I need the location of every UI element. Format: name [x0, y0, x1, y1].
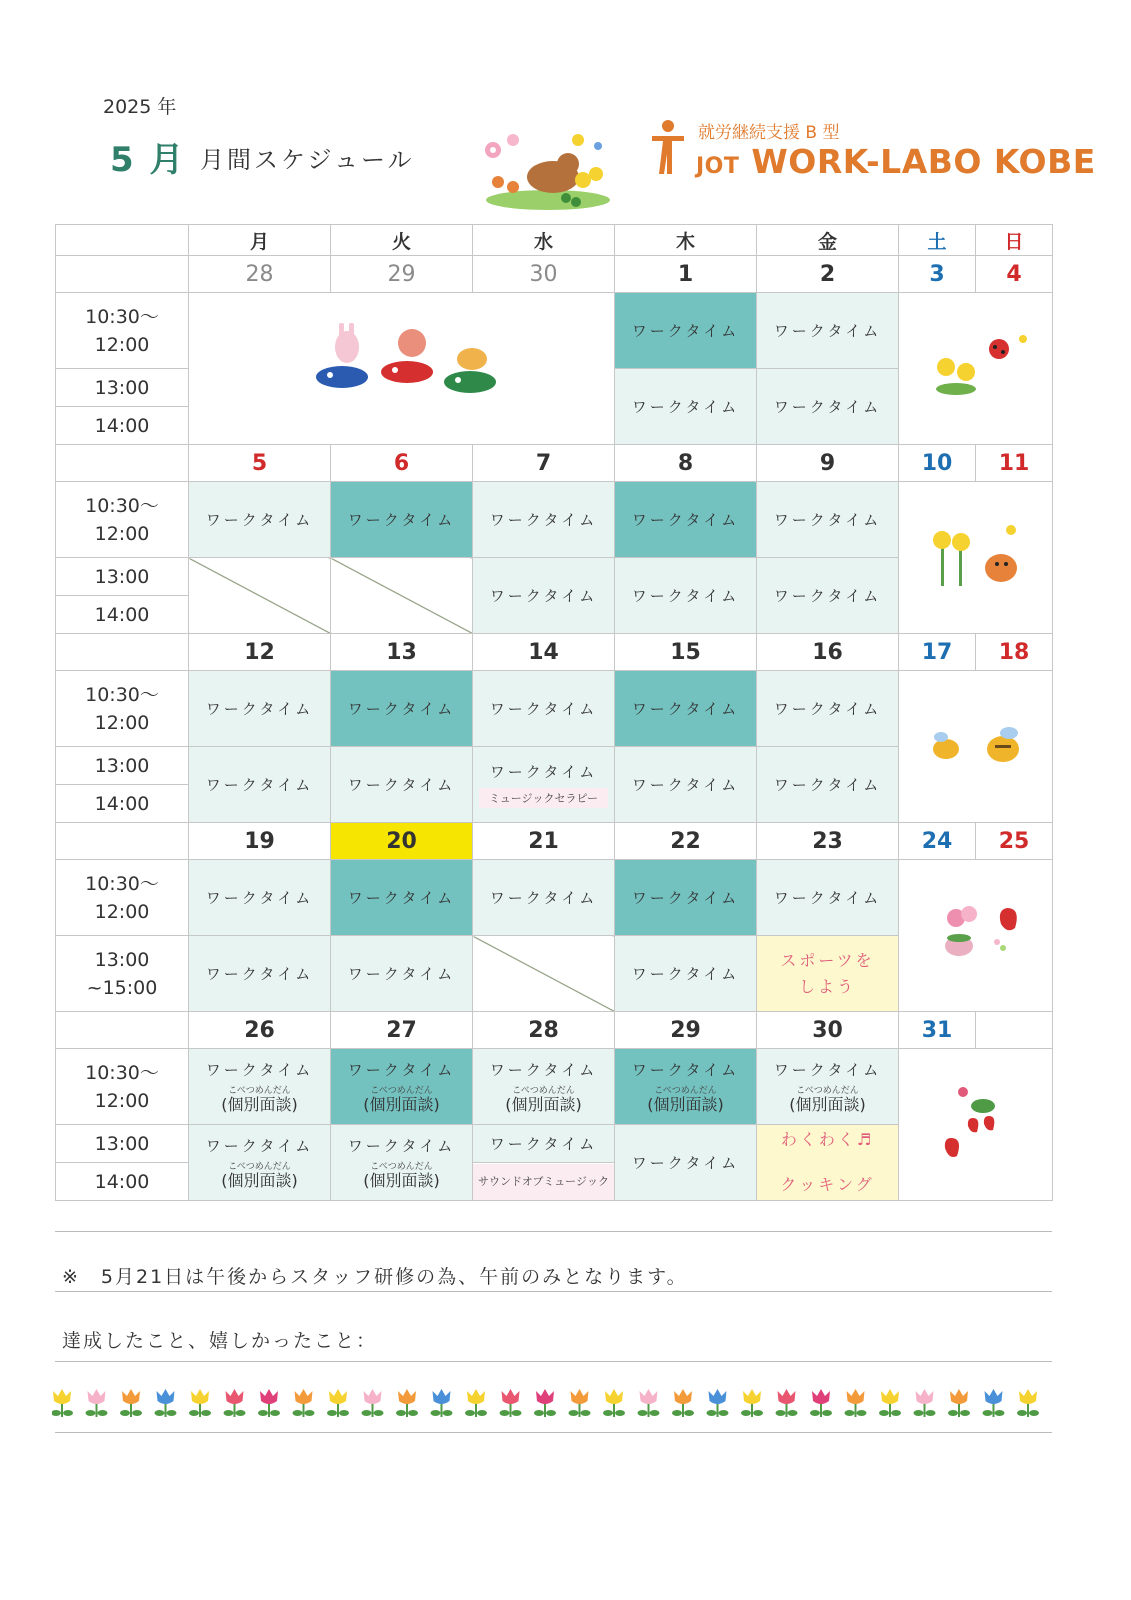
work-slot: ワークタイム	[757, 671, 899, 747]
date-cell: 5	[189, 445, 331, 482]
date-cell: 19	[189, 823, 331, 860]
weekend-illustration-cell	[899, 1049, 1053, 1201]
date-cell: 21	[473, 823, 615, 860]
tulip-icon	[224, 1389, 246, 1417]
weekday-mon: 月	[189, 225, 331, 256]
weekend-illustration-cell	[899, 671, 1053, 823]
date-cell: 15	[615, 634, 757, 671]
date-cell: 26	[189, 1012, 331, 1049]
time-label: 10:30～ 12:00	[56, 860, 189, 936]
time-label: 14:00	[56, 596, 189, 634]
work-slot: ワークタイム	[473, 482, 615, 558]
weekend-illustration-cell	[899, 482, 1053, 634]
tulip-border	[52, 1385, 1052, 1421]
tulip-icon	[155, 1389, 177, 1417]
date-cell: 8	[615, 445, 757, 482]
time-label: 13:00 ~15:00	[56, 936, 189, 1012]
work-interview-slot: ワークタイム こべつめんだん (個別面談)	[615, 1049, 757, 1125]
work-slot: ワークタイム	[331, 860, 473, 936]
date-cell: 6	[331, 445, 473, 482]
time-label: 10:30～ 12:00	[56, 293, 189, 369]
date-cell: 14	[473, 634, 615, 671]
date-cell: 30	[473, 256, 615, 293]
work-slot: ワークタイム	[189, 860, 331, 936]
tulip-icon	[810, 1389, 832, 1417]
bees-illustration	[911, 715, 1041, 775]
date-cell: 29	[615, 1012, 757, 1049]
tulip-icon	[500, 1389, 522, 1417]
rapeseed-illustration	[911, 516, 1041, 596]
no-session-cell	[331, 558, 473, 634]
work-slot-with-event: ワークタイム ミュージックセラピー	[473, 747, 615, 823]
time-label: 14:00	[56, 1163, 189, 1201]
work-slot: ワークタイム	[615, 293, 757, 369]
divider	[55, 1231, 1052, 1232]
weekend-illustration-cell	[899, 860, 1053, 1012]
tulip-icon	[534, 1389, 556, 1417]
corner-cell	[56, 225, 189, 256]
date-cell: 28	[189, 256, 331, 293]
tulip-icon	[1017, 1389, 1039, 1417]
year-label: 2025 年	[103, 96, 177, 118]
date-cell: 18	[976, 634, 1053, 671]
date-cell: 25	[976, 823, 1053, 860]
tulip-icon	[569, 1389, 591, 1417]
weekday-thu: 木	[615, 225, 757, 256]
dandelion-ladybug-illustration	[911, 327, 1041, 407]
work-slot: ワークタイム	[615, 558, 757, 634]
divider	[55, 1291, 1052, 1292]
tulip-icon	[362, 1389, 384, 1417]
weekday-fri: 金	[757, 225, 899, 256]
tulip-icon	[603, 1389, 625, 1417]
work-slot: ワークタイム	[615, 671, 757, 747]
strawberry-plant-illustration	[911, 1078, 1041, 1168]
work-slot: ワークタイム	[189, 747, 331, 823]
time-label: 13:00	[56, 747, 189, 785]
date-cell: 23	[757, 823, 899, 860]
tulip-icon	[120, 1389, 142, 1417]
tulip-icon	[914, 1389, 936, 1417]
time-label: 10:30～ 12:00	[56, 482, 189, 558]
date-cell: 29	[331, 256, 473, 293]
work-interview-slot: ワークタイム こべつめんだん (個別面談)	[189, 1125, 331, 1201]
work-slot: ワークタイム	[757, 482, 899, 558]
work-slot: ワークタイム	[615, 860, 757, 936]
tulip-icon	[293, 1389, 315, 1417]
work-interview-slot: ワークタイム こべつめんだん (個別面談)	[189, 1049, 331, 1125]
notice-text: ※ 5月21日は午後からスタッフ研修の為、午前のみとなります。	[62, 1266, 688, 1288]
time-label: 14:00	[56, 407, 189, 445]
date-cell: 4	[976, 256, 1053, 293]
time-label: 14:00	[56, 785, 189, 823]
tulip-icon	[845, 1389, 867, 1417]
work-slot: ワークタイム	[473, 860, 615, 936]
work-interview-slot: ワークタイム こべつめんだん (個別面談)	[331, 1125, 473, 1201]
flowers-illustration	[478, 132, 613, 212]
weekday-sun: 日	[976, 225, 1053, 256]
work-slot: ワークタイム	[473, 671, 615, 747]
date-cell: 28	[473, 1012, 615, 1049]
work-slot: ワークタイム	[473, 1125, 615, 1163]
date-cell	[976, 1012, 1053, 1049]
weekend-illustration-cell	[899, 293, 1053, 445]
tulip-icon	[327, 1389, 349, 1417]
work-slot: ワークタイム	[615, 747, 757, 823]
work-interview-slot: ワークタイム こべつめんだん (個別面談)	[331, 1049, 473, 1125]
tulip-icon	[189, 1389, 211, 1417]
logo-name: WORK-LABO KOBE	[751, 142, 1096, 181]
sound-of-music-cell: サウンドオブミュージック	[473, 1163, 615, 1201]
work-slot: ワークタイム	[757, 293, 899, 369]
tulip-icon	[638, 1389, 660, 1417]
tulip-icon	[741, 1389, 763, 1417]
date-cell: 30	[757, 1012, 899, 1049]
achievement-label: 達成したこと、嬉しかったこと：	[62, 1330, 378, 1352]
date-cell: 16	[757, 634, 899, 671]
weekday-sat: 土	[899, 225, 976, 256]
tulip-icon	[672, 1389, 694, 1417]
work-slot: ワークタイム	[331, 482, 473, 558]
date-cell: 12	[189, 634, 331, 671]
tulip-icon	[707, 1389, 729, 1417]
work-slot: ワークタイム	[331, 936, 473, 1012]
month-label: 5 月	[110, 140, 186, 180]
time-label: 10:30～ 12:00	[56, 671, 189, 747]
no-session-cell	[189, 558, 331, 634]
date-cell: 3	[899, 256, 976, 293]
date-cell: 11	[976, 445, 1053, 482]
tulip-icon	[776, 1389, 798, 1417]
work-slot: ワークタイム	[189, 482, 331, 558]
date-cell: 13	[331, 634, 473, 671]
date-cell: 17	[899, 634, 976, 671]
work-interview-slot: ワークタイム こべつめんだん (個別面談)	[473, 1049, 615, 1125]
tulip-icon	[465, 1389, 487, 1417]
cooking-event-cell: わくわく♬ クッキング	[757, 1125, 899, 1201]
date-cell: 2	[757, 256, 899, 293]
divider	[55, 1361, 1052, 1362]
work-slot: ワークタイム	[615, 369, 757, 445]
divider	[55, 1432, 1052, 1433]
date-cell: 24	[899, 823, 976, 860]
work-slot: ワークタイム	[331, 671, 473, 747]
logo-wordmark	[696, 142, 1096, 181]
sports-event-cell: スポーツを しよう	[757, 936, 899, 1012]
koinobori-illustration	[302, 317, 502, 417]
work-slot: ワークタイム	[757, 369, 899, 445]
work-slot: ワークタイム	[757, 558, 899, 634]
logo-subtitle: 就労継続支援 B 型	[698, 123, 840, 143]
tulip-icon	[86, 1389, 108, 1417]
work-slot: ワークタイム	[189, 671, 331, 747]
work-slot: ワークタイム	[473, 558, 615, 634]
time-label: 13:00	[56, 369, 189, 407]
weekday-tue: 火	[331, 225, 473, 256]
schedule-calendar	[55, 224, 1053, 1201]
date-cell: 1	[615, 256, 757, 293]
work-slot: ワークタイム	[757, 860, 899, 936]
work-slot: ワークタイム	[757, 747, 899, 823]
tulip-icon	[983, 1389, 1005, 1417]
date-cell: 10	[899, 445, 976, 482]
tulip-icon	[431, 1389, 453, 1417]
date-cell: 7	[473, 445, 615, 482]
no-session-cell	[473, 936, 615, 1012]
date-cell: 31	[899, 1012, 976, 1049]
work-slot: ワークタイム	[615, 1125, 757, 1201]
work-interview-slot: ワークタイム こべつめんだん (個別面談)	[757, 1049, 899, 1125]
logo-jot: JOT	[696, 154, 740, 179]
tulip-icon	[52, 1389, 73, 1417]
page-title: 月間スケジュール	[200, 146, 415, 174]
date-cell-highlight: 20	[331, 823, 473, 860]
tulip-icon	[879, 1389, 901, 1417]
time-label: 13:00	[56, 558, 189, 596]
flower-strawberry-illustration	[911, 894, 1041, 974]
weekday-wed: 水	[473, 225, 615, 256]
tulip-icon	[396, 1389, 418, 1417]
work-slot: ワークタイム	[331, 747, 473, 823]
work-slot: ワークタイム	[189, 936, 331, 1012]
work-slot: ワークタイム	[615, 936, 757, 1012]
tulip-icon	[258, 1389, 280, 1417]
tulip-icon	[948, 1389, 970, 1417]
time-label: 13:00	[56, 1125, 189, 1163]
work-slot: ワークタイム	[615, 482, 757, 558]
holiday-illustration-cell	[189, 293, 615, 445]
music-therapy-label: ミュージックセラピー	[479, 788, 608, 808]
time-label: 10:30～ 12:00	[56, 1049, 189, 1125]
date-cell: 27	[331, 1012, 473, 1049]
person-logo-icon	[650, 118, 686, 176]
date-cell: 22	[615, 823, 757, 860]
date-cell: 9	[757, 445, 899, 482]
